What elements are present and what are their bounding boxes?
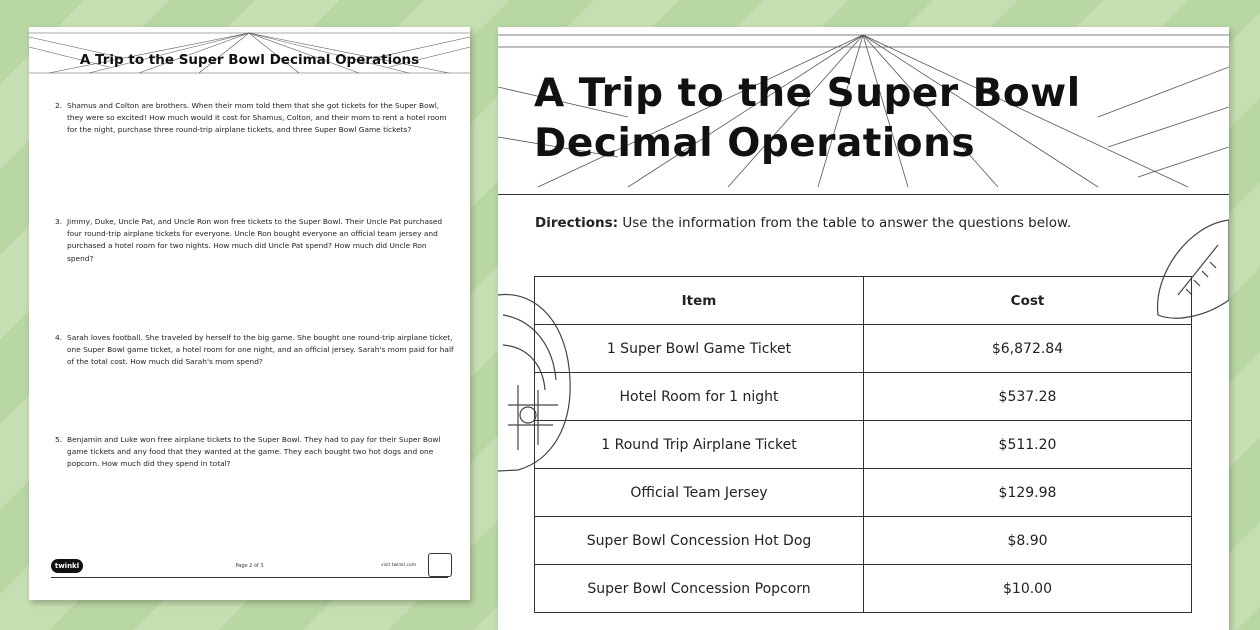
worksheet-main-title (534, 69, 1134, 169)
cost-cell: $10.00 (864, 565, 1192, 613)
directions-label: Directions: (535, 215, 619, 231)
question-number: 2. (55, 101, 63, 110)
item-cell: Hotel Room for 1 night (535, 373, 864, 421)
column-header-cost: Cost (864, 277, 1192, 325)
worksheet-page-2 (29, 27, 470, 600)
directions-text (535, 215, 1071, 231)
table-row (535, 373, 1192, 421)
question-4 (55, 332, 455, 369)
visit-link-text: visit twinkl.com (381, 563, 417, 568)
worksheet-page-1 (498, 27, 1229, 630)
question-text: Shamus and Colton are brothers. When their mom told them that she got tickets for the Super Bowl, they were so excited! How much would it cost for Shamus, Colton, and their mom to rent a hotel room for the night, purchase three round-trip airplane tickets, and three Super Bowl Game tickets? (67, 101, 447, 135)
question-text: Jimmy, Duke, Uncle Pat, and Uncle Ron won free tickets to the Super Bowl. Their Uncle Pat purchased four round-trip airplane tickets for everyone. Uncle Ron bought everyone an official team jersey and purchased a hotel room for two nights. How much did Uncle Pat spend? How much did Uncle Ron spend? (67, 217, 443, 263)
item-cell: Super Bowl Concession Hot Dog (535, 517, 864, 565)
item-cell: Official Team Jersey (535, 469, 864, 517)
column-header-item: Item (535, 277, 864, 325)
worksheet-title: A Trip to the Super Bowl Decimal Operations (79, 52, 420, 68)
title-line-1: A Trip to the Super Bowl (534, 71, 1081, 116)
question-number: 4. (55, 333, 63, 342)
table-header-row (535, 277, 1192, 325)
price-table (534, 276, 1192, 613)
twinkl-logo: twinkl (51, 559, 83, 573)
question-number: 3. (55, 217, 63, 226)
title-line-2: Decimal Operations (534, 121, 976, 166)
table-row (535, 421, 1192, 469)
table-row (535, 565, 1192, 613)
cost-cell: $129.98 (864, 469, 1192, 517)
question-2 (55, 100, 455, 137)
item-cell: 1 Round Trip Airplane Ticket (535, 421, 864, 469)
table-row (535, 517, 1192, 565)
table-row (535, 469, 1192, 517)
question-3 (55, 216, 455, 265)
cost-cell: $6,872.84 (864, 325, 1192, 373)
cost-cell: $8.90 (864, 517, 1192, 565)
header-divider (498, 194, 1229, 195)
question-text: Benjamin and Luke won free airplane tickets to the Super Bowl. They had to pay for their Super Bowl game tickets and any food that they wanted at the game. They each bought two hot dogs and one popcorn. How much did they spend in total? (67, 435, 441, 469)
cost-cell: $511.20 (864, 421, 1192, 469)
item-cell: Super Bowl Concession Popcorn (535, 565, 864, 613)
item-cell: 1 Super Bowl Game Ticket (535, 325, 864, 373)
cost-cell: $537.28 (864, 373, 1192, 421)
page-number: Page 2 of 3 (235, 563, 264, 569)
table-row (535, 325, 1192, 373)
quality-standard-badge-icon (428, 553, 452, 577)
question-number: 5. (55, 435, 63, 444)
question-5 (55, 434, 455, 471)
question-text: Sarah loves football. She traveled by herself to the big game. She bought one round-trip airplane ticket, one Super Bowl game ticket, a hotel room for one night, and an official jersey. Sarah's mom paid for half of the total cost. How much did Sarah's mom spend? (67, 333, 454, 367)
footer-divider (51, 577, 448, 578)
directions-body: Use the information from the table to answer the questions below. (618, 215, 1072, 231)
